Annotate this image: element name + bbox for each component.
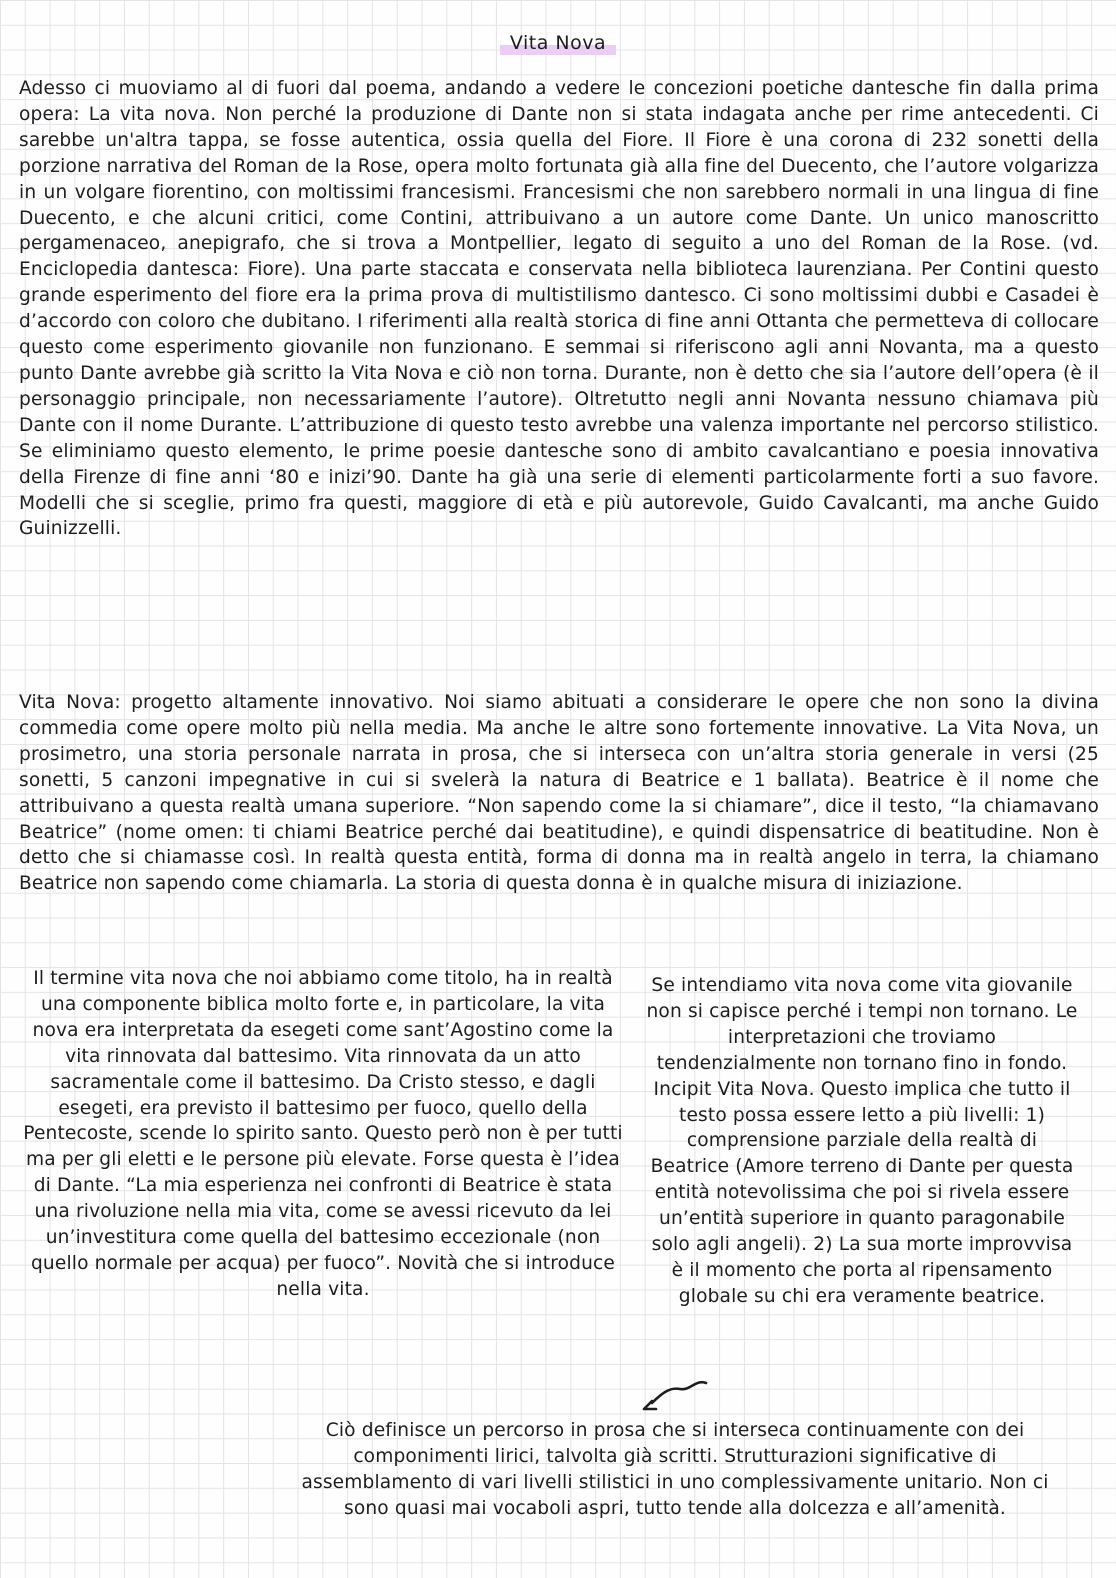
curved-arrow-icon: [640, 1377, 710, 1417]
intro-paragraph: Adesso ci muoviamo al di fuori dal poema, andando a vedere le concezioni poetiche dantesche fin dalla prima opera: La vita nova. Non perché la produzione di Dante non si stata indagata anche per rime antecedenti. Ci sarebbe un'altra tappa, se fosse autentica, ossia quella del Fiore. Il Fiore è una corona di 232 sonetti della porzione narrativa del Roman de la Rose, opera molto fortunata già alla fine del Duecento, che l’autore volgarizza in un volgare fiorentino, con moltissimi francesismi. Francesismi che non sarebbero normali in una lingua di fine Duecento, e che alcuni critici, come Contini, attribuivano a un autore come Dante. Un unico manoscritto pergamenaceo, anepigrafo, che si trova a Montpellier, legato di seguito a uno del Roman de la Rose. (vd. Enciclopedia dantesca: Fiore). Una parte staccata e conservata nella biblioteca laurenziana. Per Contini questo grande esperimento del fiore era la prima prova di multistilismo dantesco. Ci sono moltissimi dubbi e Casadei è d’accordo con coloro che dubitano. I riferimenti alla realtà storica di fine anni Ottanta che permetteva di collocare questo come esperimento giovanile non funzionano. E semmai si riferiscono agli anni Novanta, ma a questo punto Dante avrebbe già scritto la Vita Nova e ciò non torna. Durante, non è detto che sia l’autore dell’opera (è il personaggio principale, non necessariamente l’autore). Oltretutto negli anni Novanta nessuno chiamava più Dante con il nome Durante. L’attribuzione di questo testo avrebbe una valenza importante nel percorso stilistico. Se eliminiamo questo elemento, le prime poesie dantesche sono di ambito cavalcantiano e poesia innovativa della Firenze di fine anni ‘80 e inizi’90. Dante ha già una serie di elementi particolarmente forti a suo favore. Modelli che si sceglie, primo fra questi, maggiore di età e più autorevole, Guido Cavalcanti, ma anche Guido Guinizzelli.: [19, 78, 1099, 540]
page-title: Vita Nova: [500, 32, 616, 56]
conclusion-paragraph: Ciò definisce un percorso in prosa che si interseca continuamente con dei componimenti lirici, talvolta già scritti. Strutturazioni significative di assemblamento di vari livelli stilistici in uno complessivamente unitario. Non ci sono quasi mai vocaboli aspri, tutto tende alla dolcezza e all’amenità.: [301, 1420, 1049, 1519]
project-paragraph: Vita Nova: progetto altamente innovativo. Noi siamo abituati a considerare le opere che non sono la divina commedia come opere molto più nella media. Ma anche le altre sono fortemente innovative. La Vita Nova, un prosimetro, una storia personale narrata in prosa, che si interseca con un’altra storia generale in versi (25 sonetti, 5 canzoni impegnative in cui si svelerà la natura di Beatrice e 1 ballata). Beatrice è il nome che attribuivano a questa realtà umana superiore. “Non sapendo come la si chiamare”, dice il testo, “la chiamavano Beatrice” (nome omen: ti chiami Beatrice perché dai beatitudine), e quindi dispensatrice di beatitudine. Non è detto che si chiamasse così. In realtà questa entità, forma di donna ma in realtà angelo in terra, la chiamano Beatrice non sapendo come chiamarla. La storia di questa donna è in qualche misura di iniziazione.: [19, 692, 1099, 895]
left-column-paragraph: Il termine vita nova che noi abbiamo come titolo, ha in realtà una componente biblica molto forte e, in particolare, la vita nova era interpretata da esegeti come sant’Agostino come la vita rinnovata dal battesimo. Vita rinnovata da un atto sacramentale come il battesimo. Da Cristo stesso, e dagli esegeti, era previsto il battesimo per fuoco, quello della Pentecoste, scende lo spirito santo. Questo però non è per tutti ma per gli eletti e le persone più elevate. Forse questa è l’idea di Dante. “La mia esperienza nei confronti di Beatrice è stata una rivoluzione nella mia vita, come se avessi ricevuto da lei un’investitura come quella del battesimo eccezionale (non quello normale per acqua) per fuoco”. Novità che si introduce nella vita.: [23, 968, 623, 1300]
right-column-paragraph: Se intendiamo vita nova come vita giovanile non si capisce perché i tempi non tornano. Le interpretazioni che troviamo tendenzialmente non tornano fino in fondo. Incipit Vita Nova. Questo implica che tutto il testo possa essere letto a più livelli: 1) comprensione parziale della realtà di Beatrice (Amore terreno di Dante per questa entità notevolissima che poi si rivela essere un’entità superiore in quanto paragonabile solo agli angeli). 2) La sua morte improvvisa è il momento che porta al ripensamento globale su chi era veramente beatrice.: [646, 975, 1078, 1307]
title-container: [0, 32, 1116, 56]
